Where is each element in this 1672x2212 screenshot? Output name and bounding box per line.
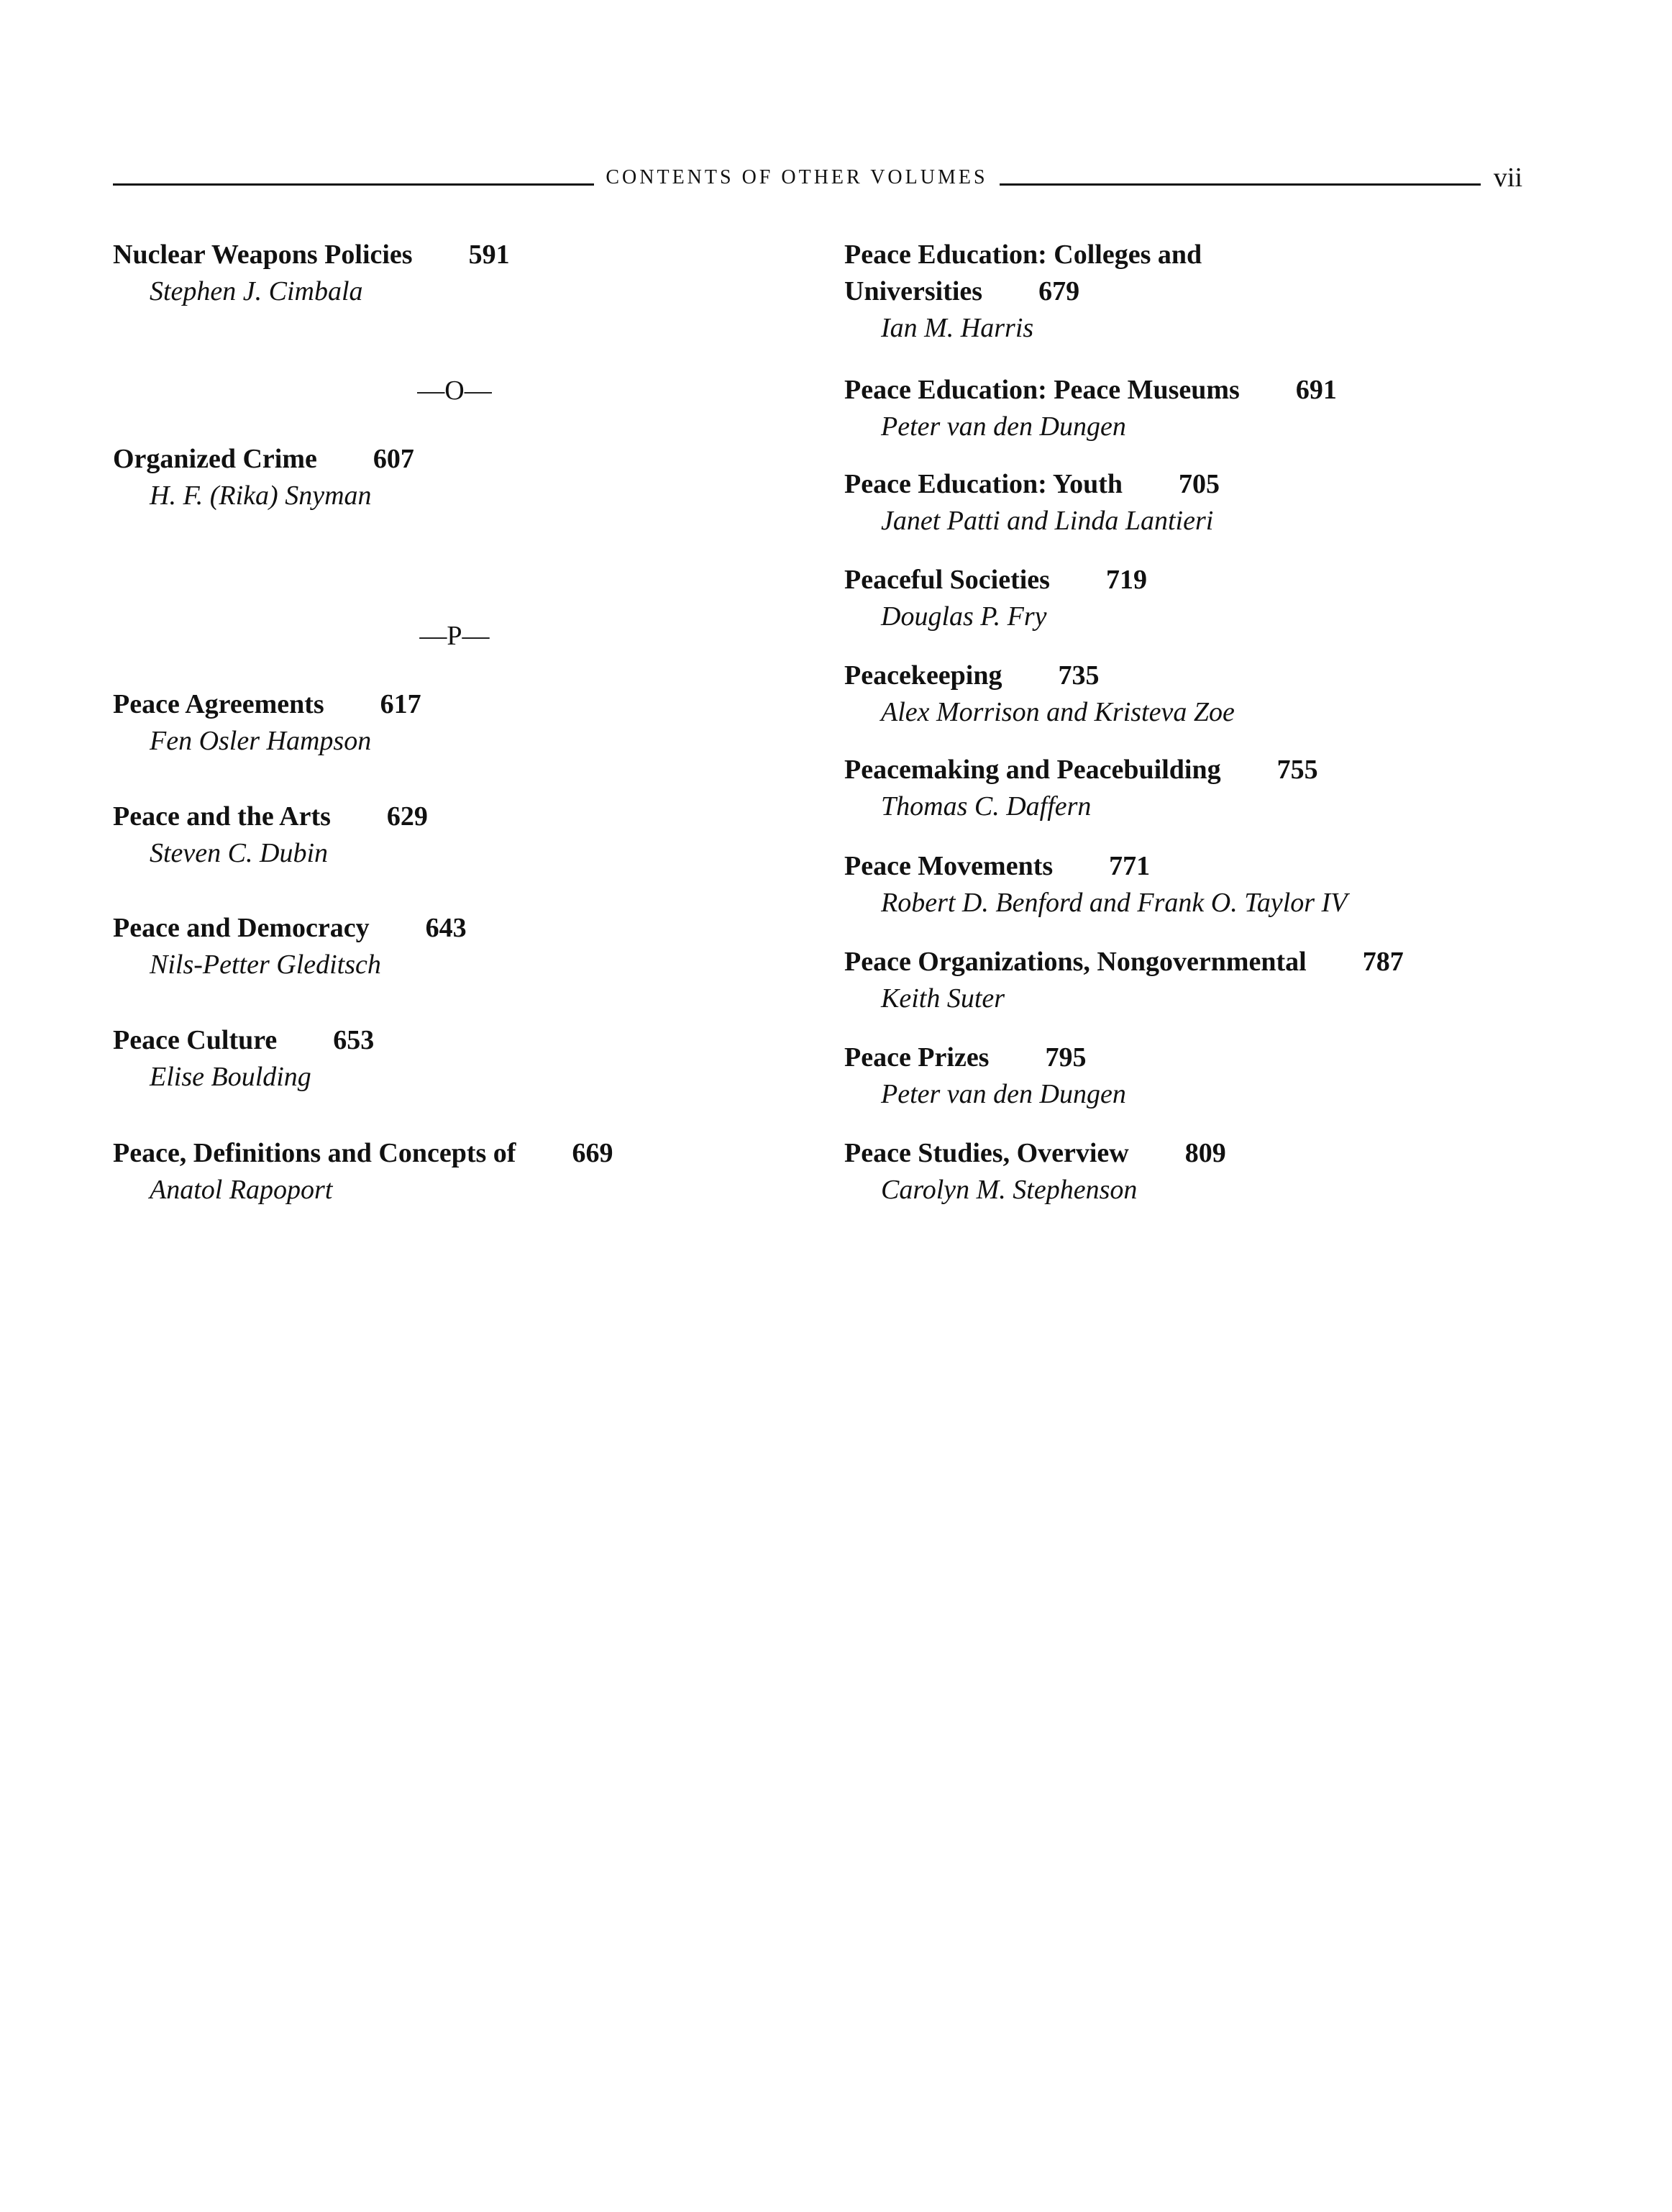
entry-page: 735 [1058, 660, 1100, 691]
page-number: vii [1493, 163, 1523, 193]
entry-page: 755 [1276, 755, 1318, 785]
entry-page: 705 [1179, 469, 1220, 499]
entry-author: H. F. (Rika) Snyman [150, 481, 372, 511]
toc-entry [844, 237, 1305, 346]
entry-author: Stephen J. Cimbala [150, 276, 363, 306]
entry-title: Peace Prizes [844, 1042, 990, 1073]
header-rule-right [1000, 183, 1481, 186]
entry-page: 719 [1105, 565, 1147, 595]
entry-author: Nils-Petter Gleditsch [150, 950, 381, 980]
entry-title: Nuclear Weapons Policies [113, 240, 413, 270]
entry-author: Steven C. Dubin [150, 838, 329, 868]
entry-page: 617 [380, 689, 421, 719]
header-title: CONTENTS OF OTHER VOLUMES [606, 166, 988, 188]
entry-author: Anatol Rapoport [150, 1175, 333, 1205]
entry-title: Peace, Definitions and Concepts of [113, 1138, 516, 1168]
toc-entry [113, 686, 421, 759]
entry-page: 679 [1038, 276, 1080, 306]
entry-author: Peter van den Dungen [881, 411, 1126, 442]
toc-entry [844, 372, 1337, 445]
toc-entry [113, 441, 414, 514]
toc-entry [844, 848, 1347, 921]
entry-page: 591 [468, 240, 510, 270]
entry-title: Peace and Democracy [113, 913, 370, 943]
entry-page: 691 [1295, 375, 1337, 405]
toc-entry [113, 798, 428, 871]
entry-author: Keith Suter [881, 983, 1005, 1014]
header-rule-left [113, 183, 594, 186]
entry-page: 669 [572, 1138, 613, 1168]
entry-author: Alex Morrison and Kristeva Zoe [881, 697, 1235, 727]
toc-entry [113, 1022, 374, 1095]
entry-title: Peace Studies, Overview [844, 1138, 1129, 1168]
entry-title: Peacemaking and Peacebuilding [844, 755, 1221, 785]
toc-entry [113, 1135, 613, 1208]
toc-entry [844, 466, 1220, 539]
toc-entry [844, 1039, 1126, 1112]
entry-title: Peace Culture [113, 1025, 278, 1055]
entry-author: Douglas P. Fry [881, 601, 1047, 632]
toc-entry [113, 910, 467, 983]
entry-author: Carolyn M. Stephenson [881, 1175, 1138, 1205]
section-letter-p: —P— [419, 621, 490, 651]
toc-entry [844, 752, 1318, 824]
entry-title: Peaceful Societies [844, 565, 1050, 595]
entry-author: Elise Boulding [150, 1062, 311, 1092]
entry-author: Ian M. Harris [881, 313, 1034, 343]
entry-author: Janet Patti and Linda Lantieri [881, 506, 1214, 536]
entry-page: 629 [386, 801, 428, 832]
entry-title: Peace Education: Youth [844, 469, 1123, 499]
running-header [113, 160, 1522, 196]
entry-title: Peace Agreements [113, 689, 324, 719]
entry-author: Thomas C. Daffern [881, 791, 1092, 821]
entry-page: 653 [333, 1025, 375, 1055]
toc-entry [113, 237, 510, 309]
entry-title: Peace Education: Colleges and Universities [844, 240, 1202, 306]
entry-page: 787 [1362, 947, 1404, 977]
entry-author: Fen Osler Hampson [150, 726, 372, 756]
entry-author: Robert D. Benford and Frank O. Taylor IV [881, 888, 1348, 918]
entry-author: Peter van den Dungen [881, 1079, 1126, 1109]
entry-title: Peace Education: Peace Museums [844, 375, 1240, 405]
entry-page: 771 [1109, 851, 1151, 881]
section-letter-o: —O— [417, 376, 492, 406]
entry-title: Organized Crime [113, 444, 317, 474]
entry-page: 795 [1045, 1042, 1087, 1073]
entry-title: Peace and the Arts [113, 801, 331, 832]
entry-page: 809 [1184, 1138, 1226, 1168]
entry-title: Peace Organizations, Nongovernmental [844, 947, 1307, 977]
toc-entry [844, 944, 1404, 1016]
toc-entry [844, 562, 1147, 634]
toc-entry [844, 657, 1235, 730]
entry-title: Peacekeeping [844, 660, 1002, 691]
entry-title: Peace Movements [844, 851, 1054, 881]
toc-entry [844, 1135, 1226, 1208]
entry-page: 643 [425, 913, 467, 943]
entry-page: 607 [373, 444, 414, 474]
